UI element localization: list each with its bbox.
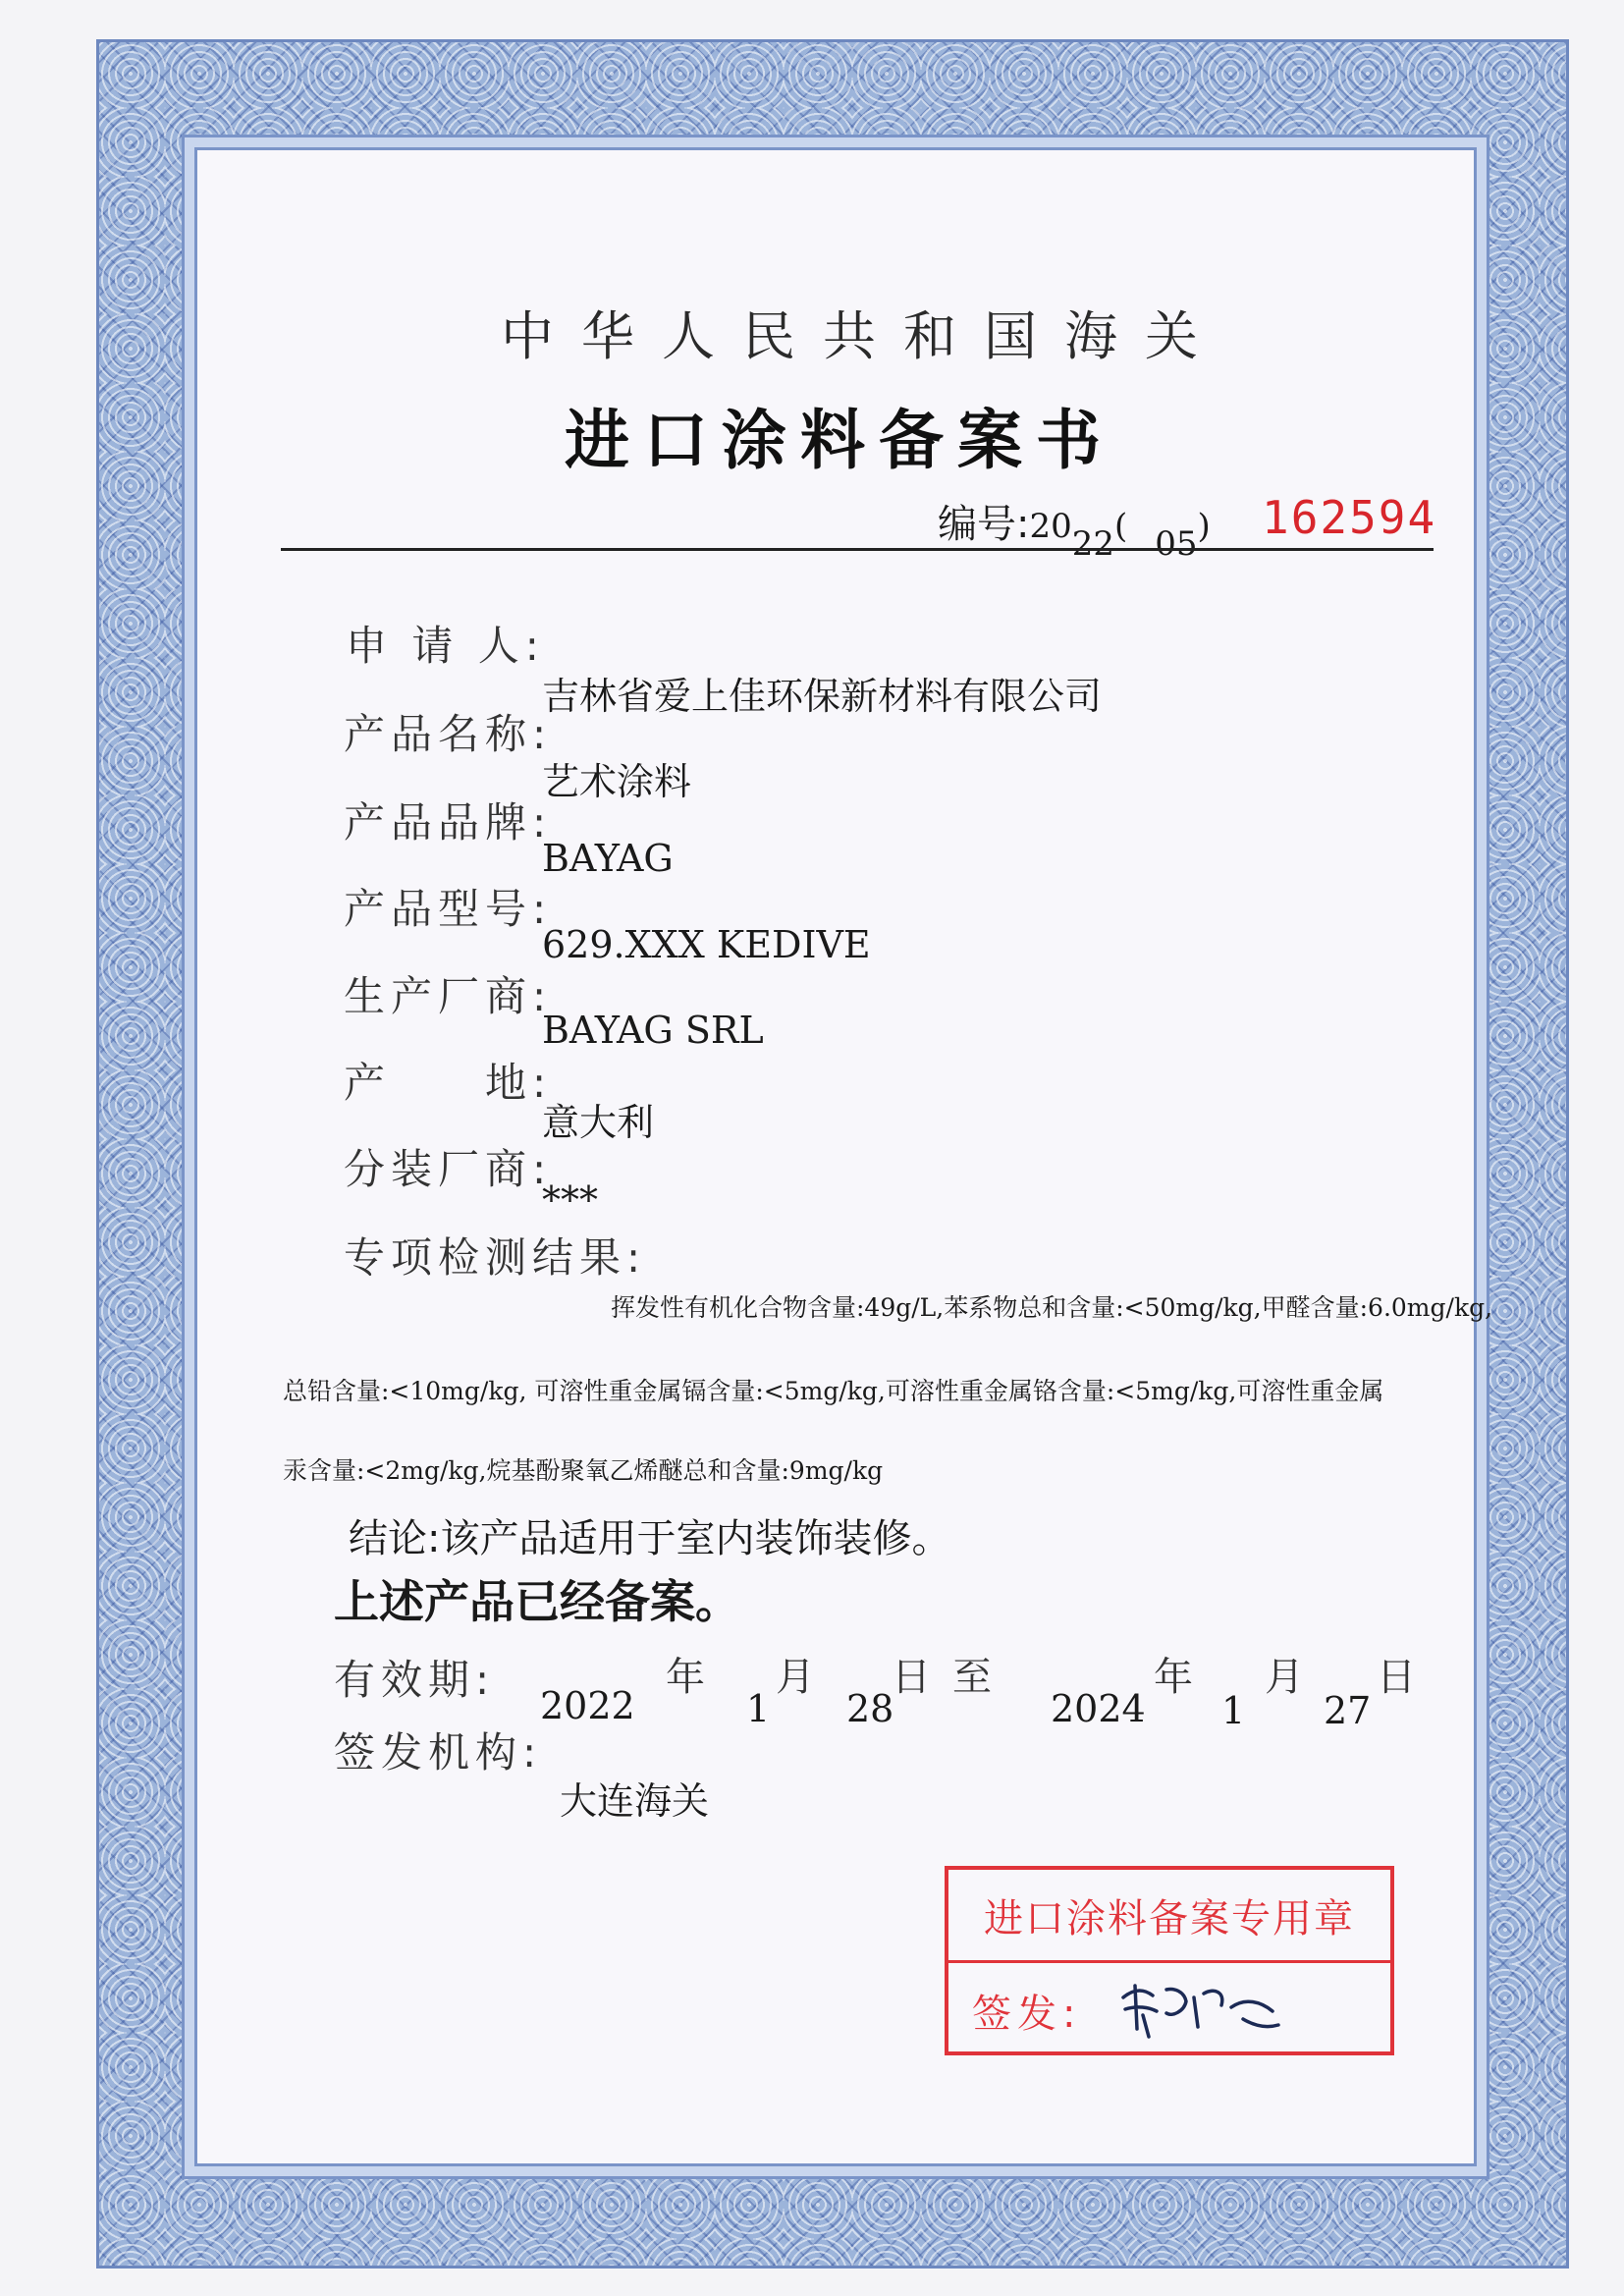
record-number bbox=[938, 493, 1211, 564]
validity-end-month-unit: 月 bbox=[1265, 1655, 1304, 1700]
packager-value: *** bbox=[542, 1178, 598, 1222]
validity-end-year: 2024 bbox=[1051, 1687, 1146, 1730]
record-month: 05 bbox=[1155, 524, 1198, 564]
record-serial: 162594 bbox=[1262, 491, 1437, 544]
packager-label: 分装厂商: bbox=[344, 1145, 553, 1193]
test-results-line-2: 总铅含量:<10mg/kg, 可溶性重金属镉含量:<5mg/kg,可溶性重金属铬含量:<5mg/kg,可溶性重金属 bbox=[283, 1377, 1384, 1405]
brand-value: BAYAG bbox=[542, 837, 674, 880]
conclusion-text: 结论:该产品适用于室内装饰装修。 bbox=[349, 1516, 951, 1561]
header-rule bbox=[281, 548, 1434, 551]
manufacturer-label: 生产厂商: bbox=[344, 972, 553, 1020]
validity-start-day: 28 bbox=[846, 1687, 894, 1730]
test-results-label: 专项检测结果: bbox=[344, 1233, 647, 1282]
origin-value: 意大利 bbox=[542, 1101, 655, 1144]
validity-end-day: 27 bbox=[1324, 1689, 1372, 1732]
model-label: 产品型号: bbox=[344, 885, 553, 933]
test-results-line-1: 挥发性有机化合物含量:49g/L,苯系物总和含量:<50mg/kg,甲醛含量:6.0mg/kg, bbox=[611, 1293, 1493, 1322]
product-name-value: 艺术涂料 bbox=[542, 760, 692, 803]
agency-title: 中华人民共和国海关 bbox=[501, 305, 1225, 367]
validity-start-year: 2022 bbox=[540, 1684, 635, 1727]
stamp-sign-label: 签发: bbox=[972, 1992, 1082, 2037]
model-value: 629.XXX KEDIVE bbox=[542, 923, 871, 966]
handwritten-signature bbox=[1115, 1968, 1282, 2042]
validity-start-day-unit: 日 bbox=[892, 1655, 931, 1700]
applicant-value: 吉林省爱上佳环保新材料有限公司 bbox=[542, 675, 1103, 718]
validity-to: 至 bbox=[952, 1655, 992, 1700]
record-paren-open: ( bbox=[1114, 507, 1128, 546]
filing-stamp bbox=[945, 1866, 1394, 2055]
test-results-line-3: 汞含量:<2mg/kg,烷基酚聚氧乙烯醚总和含量:9mg/kg bbox=[283, 1456, 884, 1485]
validity-start-year-unit: 年 bbox=[666, 1655, 705, 1700]
validity-label: 有效期: bbox=[334, 1656, 496, 1704]
document-title: 进口涂料备案书 bbox=[565, 403, 1114, 478]
manufacturer-value: BAYAG SRL bbox=[542, 1009, 764, 1052]
record-paren-close: ) bbox=[1197, 507, 1211, 546]
issuer-label: 签发机构: bbox=[334, 1728, 543, 1777]
product-name-label: 产品名称: bbox=[344, 710, 553, 758]
validity-end-day-unit: 日 bbox=[1377, 1655, 1416, 1700]
validity-start-month: 1 bbox=[746, 1687, 771, 1730]
record-number-label: 编号: bbox=[938, 502, 1030, 547]
validity-start-month-unit: 月 bbox=[776, 1655, 815, 1700]
origin-label: 产 地: bbox=[344, 1059, 553, 1107]
applicant-label: 申 请 人: bbox=[346, 622, 545, 670]
stamp-title: 进口涂料备案专用章 bbox=[948, 1870, 1390, 1963]
brand-label: 产品品牌: bbox=[344, 798, 553, 847]
record-year-prefix: 20 bbox=[1029, 507, 1072, 546]
issuer-value: 大连海关 bbox=[560, 1779, 710, 1823]
validity-end-year-unit: 年 bbox=[1154, 1655, 1193, 1700]
filed-statement: 上述产品已经备案。 bbox=[334, 1575, 740, 1628]
validity-end-month: 1 bbox=[1221, 1689, 1246, 1732]
record-year-suffix: 22 bbox=[1071, 524, 1115, 564]
